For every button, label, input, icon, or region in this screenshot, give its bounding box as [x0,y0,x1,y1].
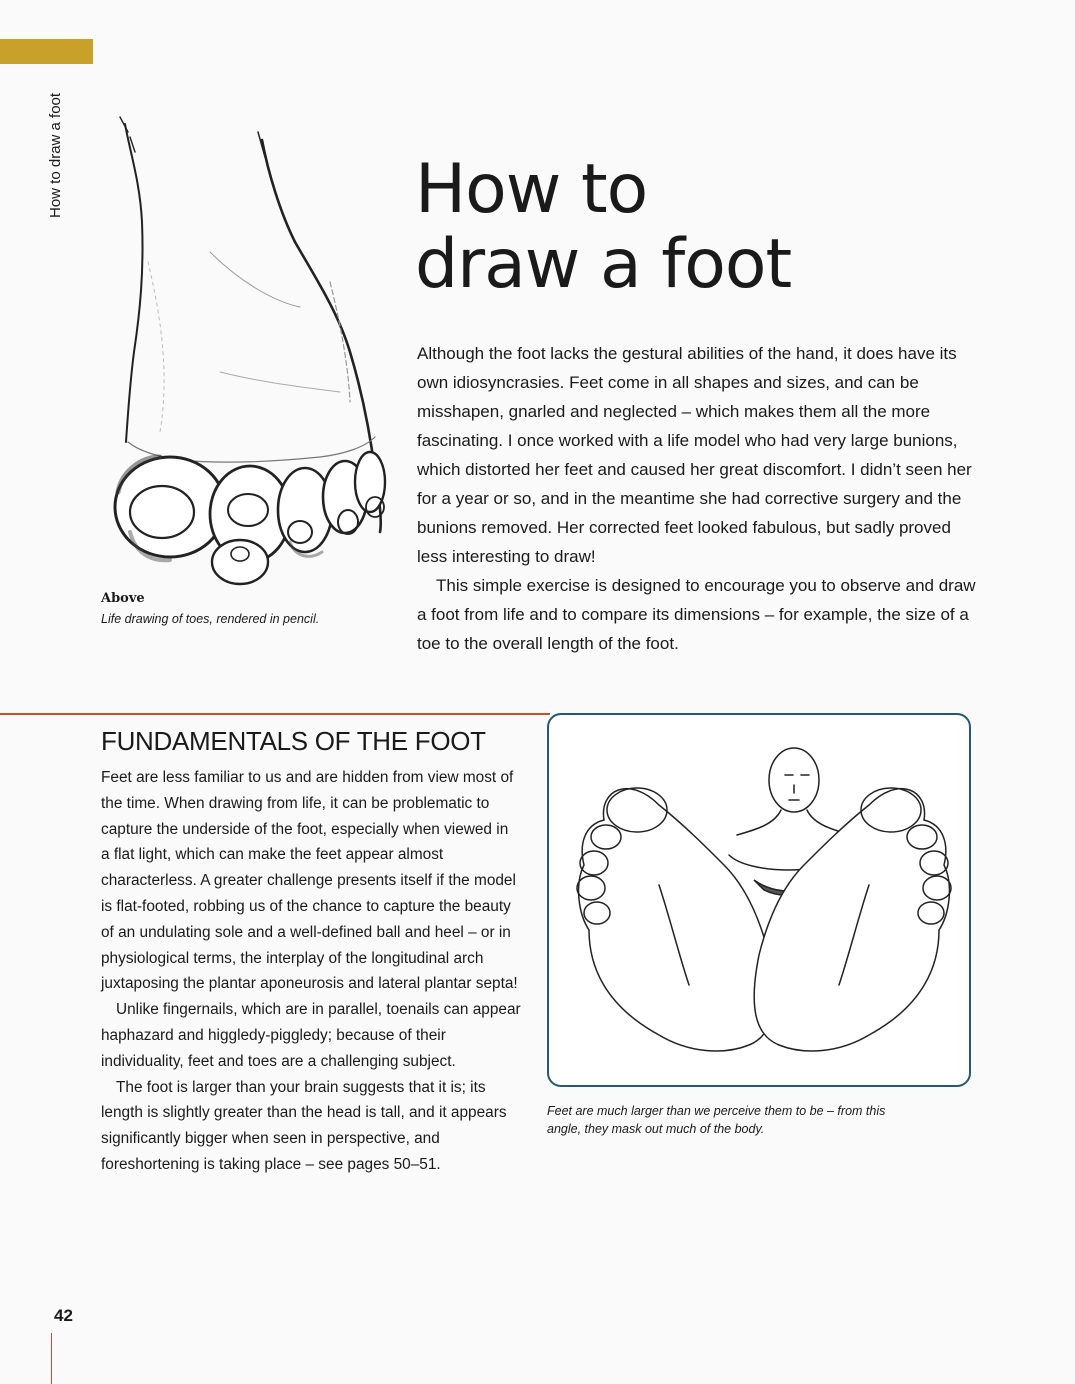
page-number-rule [51,1333,52,1384]
intro-paragraph: Although the foot lacks the gestural abilities of the hand, it does have its own idiosyncrasies. Feet come in all shapes and sizes, and can be misshapen, gnarled and neglected – which makes them all the more fascinating. I once worked with a life model who had very large bunions, which distorted her feet and caused her great discomfort. I didn’t seen her for a year or so, and in the meantime she had corrective surgery and the bunions removed. Her corrected feet looked fabulous, but sadly proved less interesting to draw! [417,344,972,566]
intro-text [417,339,982,658]
figure-frame [547,713,971,1087]
body-paragraph: Feet are less familiar to us and are hidden from view most of the time. When drawing from life, it can be problematic to capture the underside of the foot, especially when viewed in a flat light, which can make the feet appear almost characterless. A greater challenge presents itself if the model is flat-footed, robbing us of the chance to capture the beauty of an undulating sole and a well-defined ball and heel – or in physiological terms, the interplay of the longitudinal arch juxtaposing the plantar aponeurosis and lateral plantar septa! [101,769,518,993]
body-paragraph: Unlike fingernails, which are in parallel, toenails can appear haphazard and higgledy-piggledy; because of their individuality, feet and toes are a challenging subject. [101,1001,521,1070]
figure-caption: Life drawing of toes, rendered in pencil. [101,612,320,626]
section-tab-marker [0,39,93,64]
section-body [101,765,521,1178]
page-title: How to draw a foot [415,150,792,304]
body-paragraph: The foot is larger than your brain suggests that it is; its length is slightly greater than the head is tall, and it appears significantly bigger when seen in perspective, and foreshortening is taking place – see pages 50–51. [101,1078,507,1173]
feet-perspective-drawing [549,715,969,1085]
running-header: How to draw a foot [47,92,64,218]
intro-paragraph: This simple exercise is designed to encourage you to observe and draw a foot from life and to compare its dimensions – for example, the size of a toe to the overall length of the foot. [417,576,976,653]
figure-caption-title: Above [101,591,145,606]
section-heading: FUNDAMENTALS OF THE FOOT [101,726,486,756]
page-number: 42 [54,1306,73,1325]
section-divider [0,713,550,715]
toes-pencil-drawing [100,112,400,592]
figure-caption: Feet are much larger than we perceive them to be – from this angle, they mask out much of the body. [547,1104,886,1136]
